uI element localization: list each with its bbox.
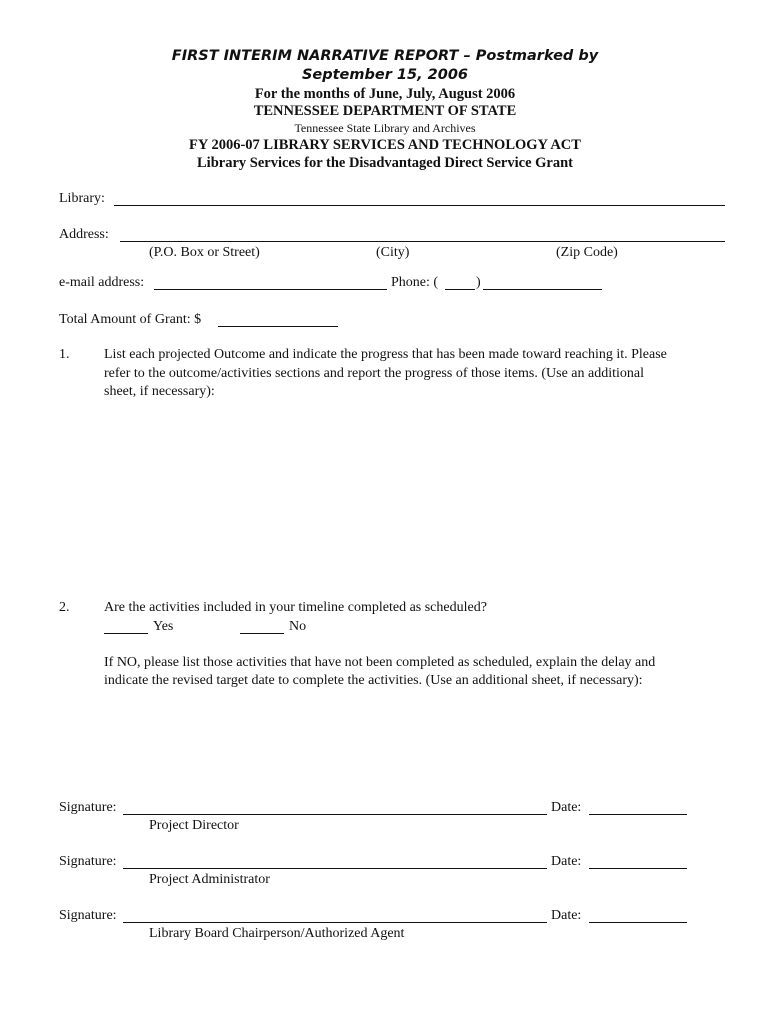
question-2-number: 2. [59,600,70,615]
signature-3-field[interactable] [123,922,547,923]
signature-2-date-label: Date: [551,854,582,869]
grant-title: Library Services for the Disadvantaged Direct Service Grant [197,155,573,171]
no-blank[interactable] [240,633,284,634]
signature-1-date-label: Date: [551,800,582,815]
total-grant-label: Total Amount of Grant: $ [59,312,202,327]
act-title: FY 2006-07 LIBRARY SERVICES AND TECHNOLOGY ACT [189,137,581,153]
question-1-text-line2: refer to the outcome/activities sections and report the progress of those items. (Use an additional [104,366,645,381]
signature-2-label: Signature: [59,854,117,869]
address-label: Address: [59,227,109,242]
signature-1-label: Signature: [59,800,117,815]
library-field[interactable] [114,205,725,206]
signature-3-label: Signature: [59,908,117,923]
address-field[interactable] [120,241,725,242]
signature-2-role: Project Administrator [149,872,270,887]
address-city-caption: (City) [376,245,410,260]
address-street-caption: (P.O. Box or Street) [149,245,260,260]
division-name: Tennessee State Library and Archives [294,121,476,135]
question-2-followup-line1: If NO, please list those activities that have not been completed as scheduled, explain the delay and [104,655,656,670]
question-1-text-line3: sheet, if necessary): [104,384,215,399]
phone-paren-close: ) [476,275,481,290]
report-title-line1: FIRST INTERIM NARRATIVE REPORT – Postmarked by [171,48,599,64]
department-name: TENNESSEE DEPARTMENT OF STATE [253,103,517,119]
question-1-number: 1. [59,347,70,362]
library-label: Library: [59,191,105,206]
signature-1-field[interactable] [123,814,547,815]
email-field[interactable] [154,289,387,290]
question-2-followup-line2: indicate the revised target date to complete the activities. (Use an additional sheet, if necessary): [104,673,643,688]
question-2-text: Are the activities included in your timeline completed as scheduled? [104,600,487,615]
total-grant-field[interactable] [218,326,338,327]
signature-2-field[interactable] [123,868,547,869]
phone-label: Phone: ( [391,275,439,290]
report-title-line2: September 15, 2006 [301,67,469,83]
signature-1-role: Project Director [149,818,239,833]
signature-3-date-field[interactable] [589,922,687,923]
signature-3-role: Library Board Chairperson/Authorized Agent [149,926,405,941]
phone-area-code-field[interactable] [445,289,475,290]
question-1-answer-area[interactable] [104,410,724,590]
question-1-text-line1: List each projected Outcome and indicate the progress that has been made toward reaching it. Please [104,347,667,362]
yes-label: Yes [153,619,174,634]
question-2-answer-area[interactable] [104,700,724,790]
yes-blank[interactable] [104,633,148,634]
report-months: For the months of June, July, August 2006 [254,86,516,102]
signature-1-date-field[interactable] [589,814,687,815]
signature-2-date-field[interactable] [589,868,687,869]
signature-3-date-label: Date: [551,908,582,923]
email-label: e-mail address: [59,275,145,290]
phone-number-field[interactable] [483,289,602,290]
address-zip-caption: (Zip Code) [556,245,618,260]
no-label: No [289,619,307,634]
